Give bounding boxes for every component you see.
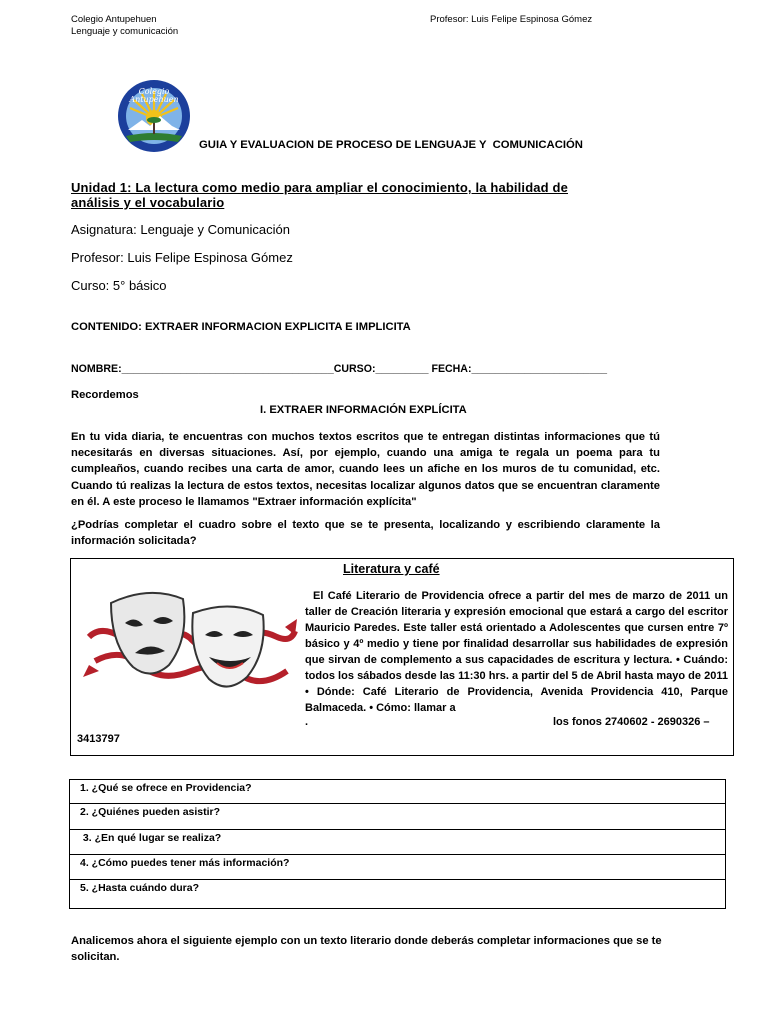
- question-prompt: ¿Podrías completar el cuadro sobre el texto que se te presenta, localizando y escribiendo claramente la información solicitada?: [71, 519, 660, 548]
- question-row[interactable]: [70, 830, 725, 855]
- reading-text-box: [70, 558, 734, 756]
- text-box-body: El Café Literario de Providencia ofrece a partir del mes de marzo de 2011 un taller de Creación literaria y expresión emocional que estará a cargo del escritor Mauricio Paredes. Este taller está orientado a Adolescentes que cursen entre 7º básico y 4º medio y tiene por finalidad desarrollar sus habilidades de expresión que sirvan de complemento a sus capacidades de escritura y lectura. • Cuándo: todos los sábados desde las 11:30 hrs. a partir del 5 de Abril hasta mayo de 2011 • Dónde: Café Literario de Providencia, Avenida Providencia 410, Parque Balmaceda. • Cómo: llamar a: [305, 590, 728, 714]
- student-form-line[interactable]: NOMBRE:____________________________________CURSO:_________ FECHA:_______________________: [71, 363, 607, 375]
- logo-text: [116, 88, 192, 104]
- question-row[interactable]: [70, 804, 725, 830]
- questions-table: [69, 779, 726, 909]
- question-row[interactable]: [70, 880, 725, 908]
- question-row[interactable]: [70, 780, 725, 804]
- closing-paragraph: Analicemos ahora el siguiente ejemplo con un texto literario donde deberás completar informaciones que se te solicitan.: [71, 935, 662, 964]
- section-title: I. EXTRAER INFORMACIÓN EXPLÍCITA: [260, 404, 467, 416]
- contenido-heading: CONTENIDO: EXTRAER INFORMACION EXPLICITA E IMPLICITA: [71, 321, 411, 333]
- question-text: 2. ¿Quiénes pueden asistir?: [80, 806, 221, 818]
- question-text: 4. ¿Cómo puedes tener más información?: [80, 857, 290, 869]
- unit-title-line2: análisis y el vocabulario: [71, 195, 225, 210]
- recordemos-label: Recordemos: [71, 389, 139, 401]
- question-row[interactable]: [70, 855, 725, 880]
- logo-text-line2: Antupehuen: [129, 95, 179, 104]
- header-teacher: Profesor: Luis Felipe Espinosa Gómez: [430, 14, 593, 25]
- question-text: 5. ¿Hasta cuándo dura?: [80, 882, 200, 894]
- profesor-text: Profesor: Luis Felipe Espinosa Gómez: [71, 250, 293, 265]
- logo-text-line1: Colegio: [138, 87, 170, 96]
- unit-title: [71, 180, 568, 210]
- header-subject: Lenguaje y comunicación: [71, 26, 179, 37]
- intro-paragraph: En tu vida diaria, te encuentras con muchos textos escritos que te entregan distintas informaciones que tú necesitarás en diversas situaciones. Así, por ejemplo, cuando una amiga te regala un poema para tu cumpleaños, cuando recibes una carta de amor, cuando lees un afiche en los muros de tu comunidad, etc. Cuando tú realizas la lectura de estos textos, necesitas localizar algunos datos que se encuentran claramente en él. A este proceso le llamamos "Extraer información explícita": [71, 431, 660, 508]
- theatre-masks-image: [81, 579, 301, 699]
- header-school: Colegio Antupehuen: [71, 14, 157, 25]
- school-logo: [116, 78, 192, 154]
- question-text: 3. ¿En qué lugar se realiza?: [80, 832, 222, 844]
- curso-text: Curso: 5° básico: [71, 278, 167, 293]
- asignatura-text: Asignatura: Lenguaje y Comunicación: [71, 222, 290, 237]
- text-box-phones-tail: 3413797: [77, 733, 120, 745]
- text-box-dot: .: [305, 716, 309, 728]
- text-box-phones: los fonos 2740602 - 2690326 –: [553, 716, 710, 728]
- unit-title-line1: Unidad 1: La lectura como medio para ampliar el conocimiento, la habilidad de: [71, 180, 568, 195]
- text-box-title: Literatura y café: [343, 562, 440, 576]
- question-text: 1. ¿Qué se ofrece en Providencia?: [80, 782, 252, 794]
- main-title: GUIA Y EVALUACION DE PROCESO DE LENGUAJE Y COMUNICACIÓN: [199, 139, 583, 151]
